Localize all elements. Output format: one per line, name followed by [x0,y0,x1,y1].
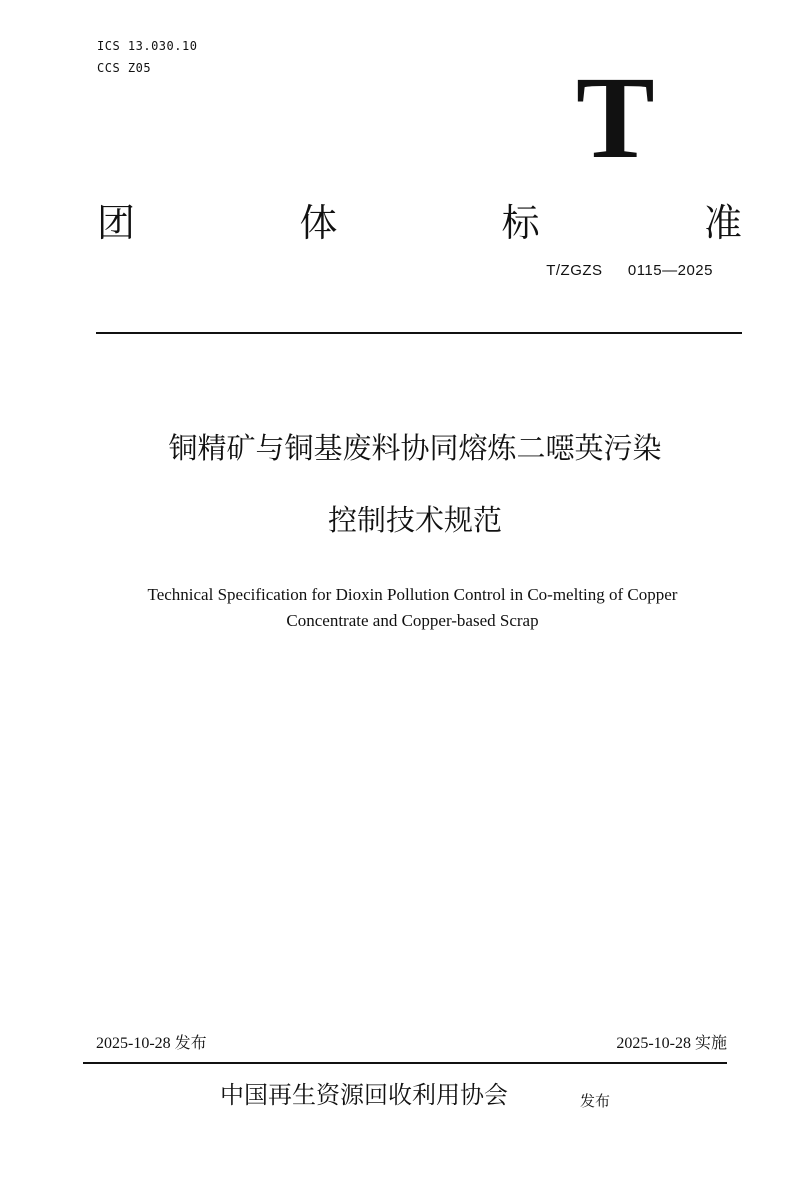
issue-date: 2025-10-28 发布 [96,1035,207,1052]
publisher-name: 中国再生资源回收利用协会 [220,1081,508,1109]
bottom-divider [83,1062,727,1064]
ics-code: ICS 13.030.10 [97,39,198,53]
standard-number: T/ZGZS 0115—2025 [546,262,713,279]
title-cn-line-2: 控制技术规范 [327,503,502,537]
title-en-line-2: Concentrate and Copper-based Scrap [286,611,539,630]
title-en-line-1: Technical Specification for Dioxin Pollution Control in Co-melting of Copper [147,585,678,604]
top-divider [96,332,742,334]
standard-type-heading [97,198,742,248]
ccs-code: CCS Z05 [97,61,152,75]
standard-type-char: 团 [97,201,136,245]
publisher-action: 发布 [580,1092,611,1110]
standard-type-char: 准 [703,201,742,245]
standard-type-char: 标 [501,201,540,245]
standard-letter-mark: T [576,52,655,183]
implementation-date: 2025-10-28 实施 [616,1035,727,1052]
standard-type-char: 体 [299,201,338,245]
title-cn-line-1: 铜精矿与铜基废料协同熔炼二噁英污染 [168,431,662,465]
